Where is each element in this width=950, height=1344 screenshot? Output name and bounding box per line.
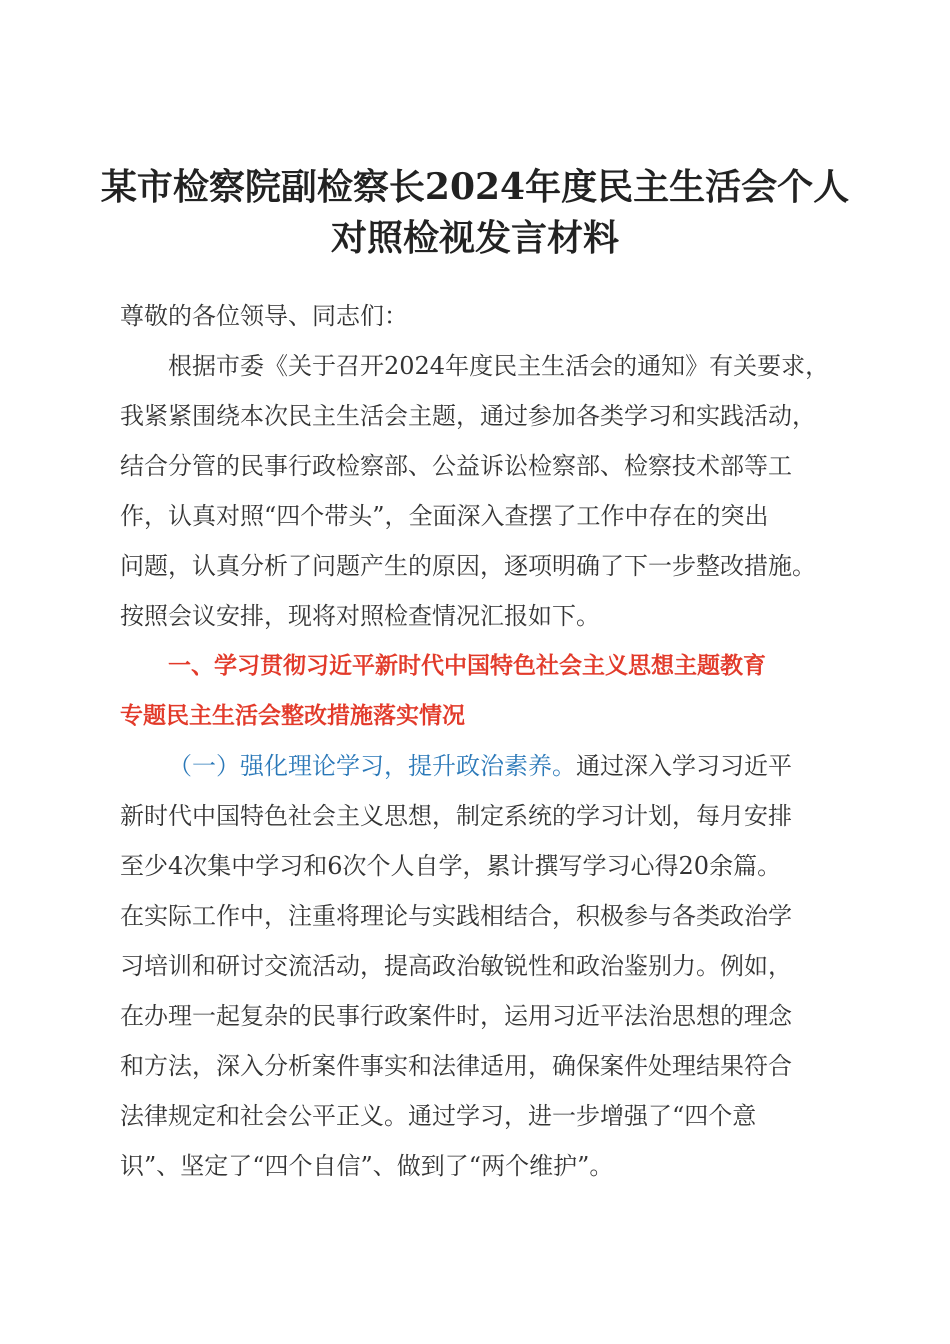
intro-line: 作，认真对照“四个带头”，全面深入查摆了工作中存在的突出 [120,502,769,530]
intro-line: 根据市委《关于召开2024年度民主生活会的通知》有关要求， [168,352,830,380]
body-line: 在办理一起复杂的民事行政案件时，运用习近平法治思想的理念 [120,1002,792,1030]
document-title-line-2: 对照检视发言材料 [330,217,619,259]
body-line: 至少4次集中学习和6次个人自学，累计撰写学习心得20余篇。 [120,852,782,880]
intro-line: 我紧紧围绕本次民主生活会主题，通过参加各类学习和实践活动， [120,402,816,430]
body-line: 识”、坚定了“四个自信”、做到了“两个维护”。 [120,1152,614,1180]
subsection-heading: （一）强化理论学习，提升政治素养。 [168,752,576,780]
intro-line: 问题，认真分析了问题产生的原因，逐项明确了下一步整改措施。 [120,552,816,580]
subsection-first-line [168,746,792,786]
subsection-first-line-text: 通过深入学习习近平 [576,752,792,780]
body-line: 和方法，深入分析案件事实和法律适用，确保案件处理结果符合 [120,1052,792,1080]
body-line: 新时代中国特色社会主义思想，制定系统的学习计划，每月安排 [120,802,792,830]
salutation: 尊敬的各位领导、同志们： [120,302,408,330]
document-title-line-1: 某市检察院副检察长2024年度民主生活会个人 [100,166,850,208]
body-line: 习培训和研讨交流活动，提高政治敏锐性和政治鉴别力。例如， [120,952,792,980]
intro-line: 按照会议安排，现将对照检查情况汇报如下。 [120,602,600,630]
section-heading-line: 专题民主生活会整改措施落实情况 [120,703,465,729]
intro-line: 结合分管的民事行政检察部、公益诉讼检察部、检察技术部等工 [120,452,792,480]
section-heading-line: 一、学习贯彻习近平新时代中国特色社会主义思想主题教育 [168,653,766,679]
body-line: 法律规定和社会公平正义。通过学习，进一步增强了“四个意 [120,1102,757,1130]
body-line: 在实际工作中，注重将理论与实践相结合，积极参与各类政治学 [120,902,792,930]
